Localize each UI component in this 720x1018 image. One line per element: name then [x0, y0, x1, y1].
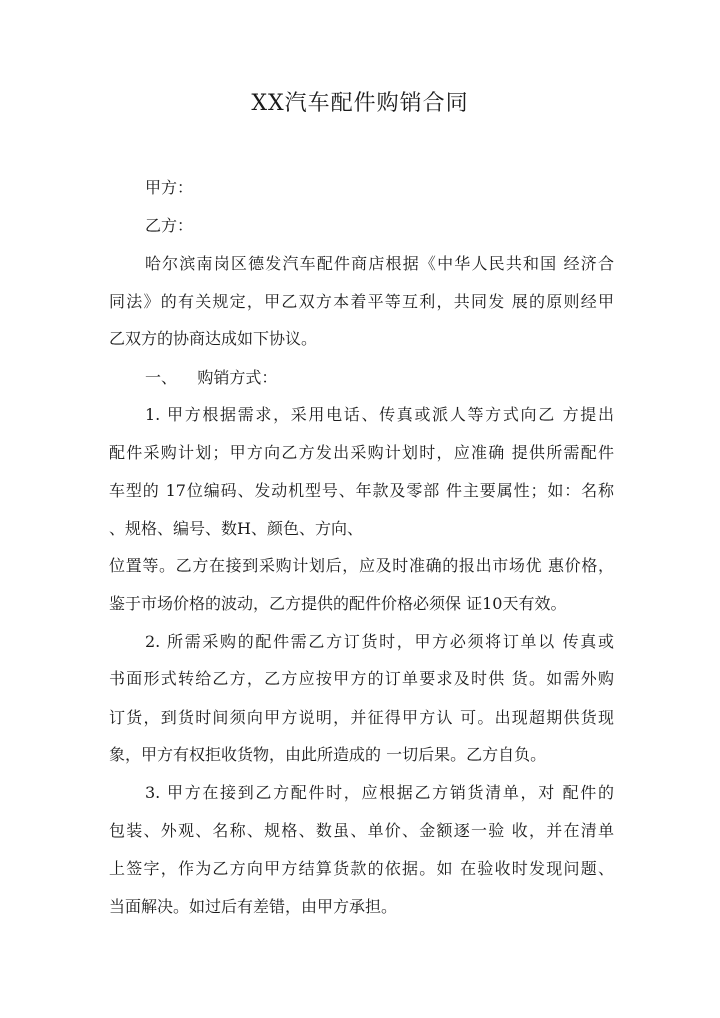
clause-3-line: 当面解决。如过后有差错，由甲方承担。 — [109, 897, 398, 916]
clause-3-line: 3. 甲方在接到乙方配件时，应根据乙方销货清单，对 配件的 — [145, 783, 614, 802]
clause-1-line: 1. 甲方根据需求，采用电话、传真或派人等方式向乙 方提出 — [145, 405, 614, 424]
intro-line: 哈尔滨南岗区德发汽车配件商店根据《中华人民共和国 经济合 — [145, 254, 614, 273]
clause-2-line: 象，甲方有权拒收货物，由此所造成的 一切后果。乙方自负。 — [109, 745, 547, 764]
clause-1-line: 、规格、编号、数H、颜色、方向、 — [109, 519, 363, 538]
clause-2-line: 订货，到货时间须向甲方说明，并征得甲方认 可。出现超期供货现 — [109, 708, 614, 727]
clause-3-line: 包装、外观、名称、规格、数虽、单价、金额逐一验 收，并在清单 — [109, 821, 614, 840]
intro-line: 同法》的有关规定，甲乙双方本着平等互利，共同发 展的原则经甲 — [109, 292, 614, 311]
party-b-label: 乙方： — [145, 216, 194, 235]
clause-2-line: 2. 所需采购的配件需乙方订货时，甲方必须将订单以 传真或 — [145, 632, 614, 651]
clause-1-line: 配件采购计划；甲方向乙方发出采购计划时，应准确 提供所需配件 — [109, 443, 614, 462]
clause-1-line: 车型的 17位编码、发动机型号、年款及零部 件主要属性；如：名称 — [109, 481, 614, 500]
clause-3-line: 上签字，作为乙方向甲方结算货款的依据。如 在验收时发现问题、 — [109, 859, 614, 878]
clause-1-line: 位置等。乙方在接到采购计划后，应及时准确的报出市场优 惠价格， — [109, 556, 614, 575]
clause-2-line: 书面形式转给乙方，乙方应按甲方的订单要求及时供 货。如需外购 — [109, 669, 614, 688]
party-a-label: 甲方： — [145, 178, 194, 197]
intro-line: 乙双方的协商达成如下协议。 — [109, 329, 318, 348]
contract-title: XX汽车配件购销合同 — [251, 91, 469, 116]
clause-1-line: 鉴于市场价格的波动，乙方提供的配件价格必须保 证10天有效。 — [109, 594, 567, 613]
section-heading: 一、 购销方式： — [145, 368, 278, 387]
